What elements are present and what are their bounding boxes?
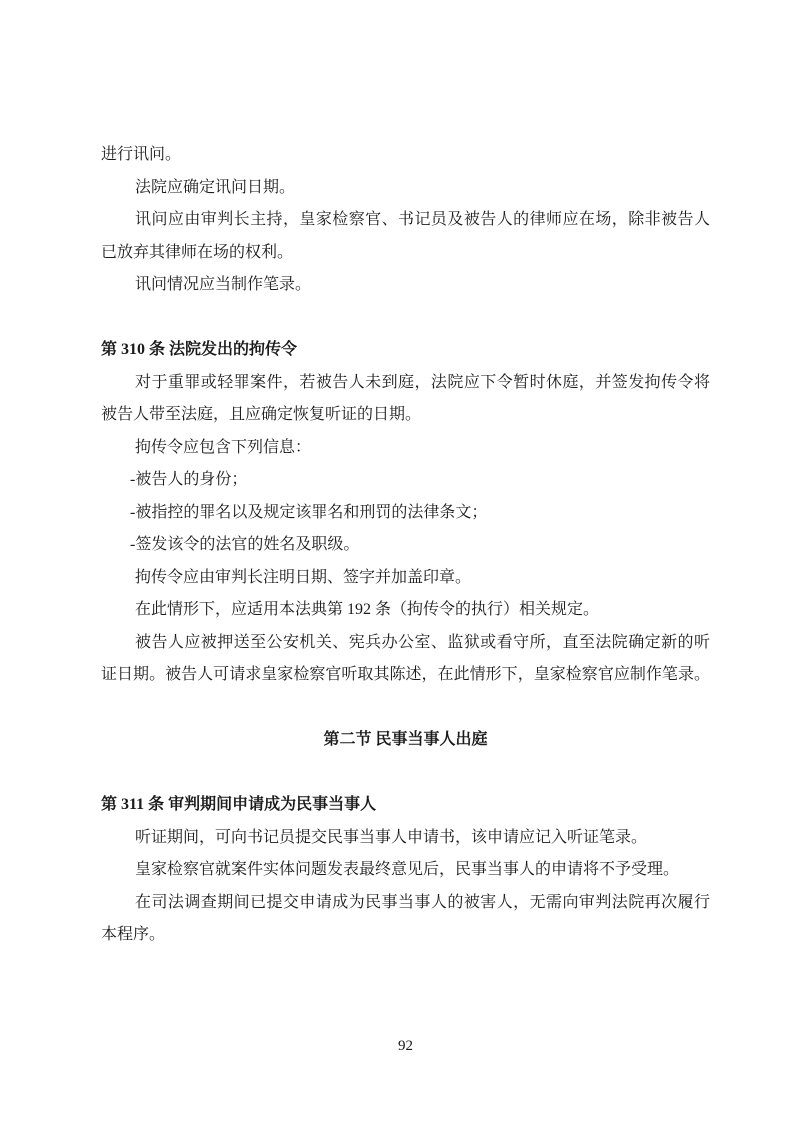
blank-line	[101, 302, 710, 335]
article-310-heading: 第 310 条 法院发出的拘传令	[101, 341, 298, 358]
paragraph-line: 法院应确定讯问日期。	[135, 178, 296, 196]
blank-line	[101, 757, 710, 790]
paragraph-line: 拘传令应包含下列信息：	[135, 438, 312, 456]
paragraph-line: 在此情形下，应适用本法典第 192 条（拘传令的执行）相关规定。	[135, 601, 600, 618]
paragraph-line: 讯问情况应当制作笔录。	[135, 276, 312, 293]
article-311-heading: 第 311 条 审判期间申请成为民事当事人	[101, 796, 377, 813]
paragraph-line: 在司法调查期间已提交申请成为民事当事人的被害人，无需向审判法院再次履行	[135, 893, 710, 911]
paragraph-line: 对于重罪或轻罪案件，若被告人未到庭，法院应下令暂时休庭，并签发拘传令将	[135, 373, 710, 391]
paragraph-line: 讯问应由审判长主持，皇家检察官、书记员及被告人的律师应在场，除非被告人	[135, 211, 710, 228]
list-item-dash: -被告人的身份；	[130, 471, 248, 488]
page-number: 92	[398, 1038, 413, 1054]
list-item-dash: -被指控的罪名以及规定该罪名和刑罚的法律条文；	[130, 503, 488, 521]
blank-line	[101, 692, 710, 725]
paragraph-line: 证日期。被告人可请求皇家检察官听取其陈述，在此情形下，皇家检察官应制作笔录。	[101, 666, 710, 683]
paragraph-line: 被告人带至法庭，且应确定恢复听证的日期。	[101, 406, 422, 423]
list-item-dash: -签发该令的法官的姓名及职级。	[130, 536, 360, 553]
section-2-heading: 第二节 民事当事人出庭	[323, 731, 488, 748]
paragraph-line: 本程序。	[101, 926, 166, 943]
paragraph-line: 听证期间，可向书记员提交民事当事人申请书，该申请应记入听证笔录。	[135, 828, 648, 846]
paragraph-line: 已放弃其律师在场的权利。	[101, 243, 294, 261]
document-body	[101, 139, 710, 952]
paragraph-continuation-line: 进行讯问。	[101, 146, 182, 163]
paragraph-line: 被告人应被押送至公安机关、宪兵办公室、监狱或看守所，直至法院确定新的听	[135, 633, 710, 651]
paragraph-line: 拘传令应由审判长注明日期、签字并加盖印章。	[135, 568, 472, 586]
paragraph-line: 皇家检察官就案件实体问题发表最终意见后，民事当事人的申请将不予受理。	[135, 861, 680, 878]
